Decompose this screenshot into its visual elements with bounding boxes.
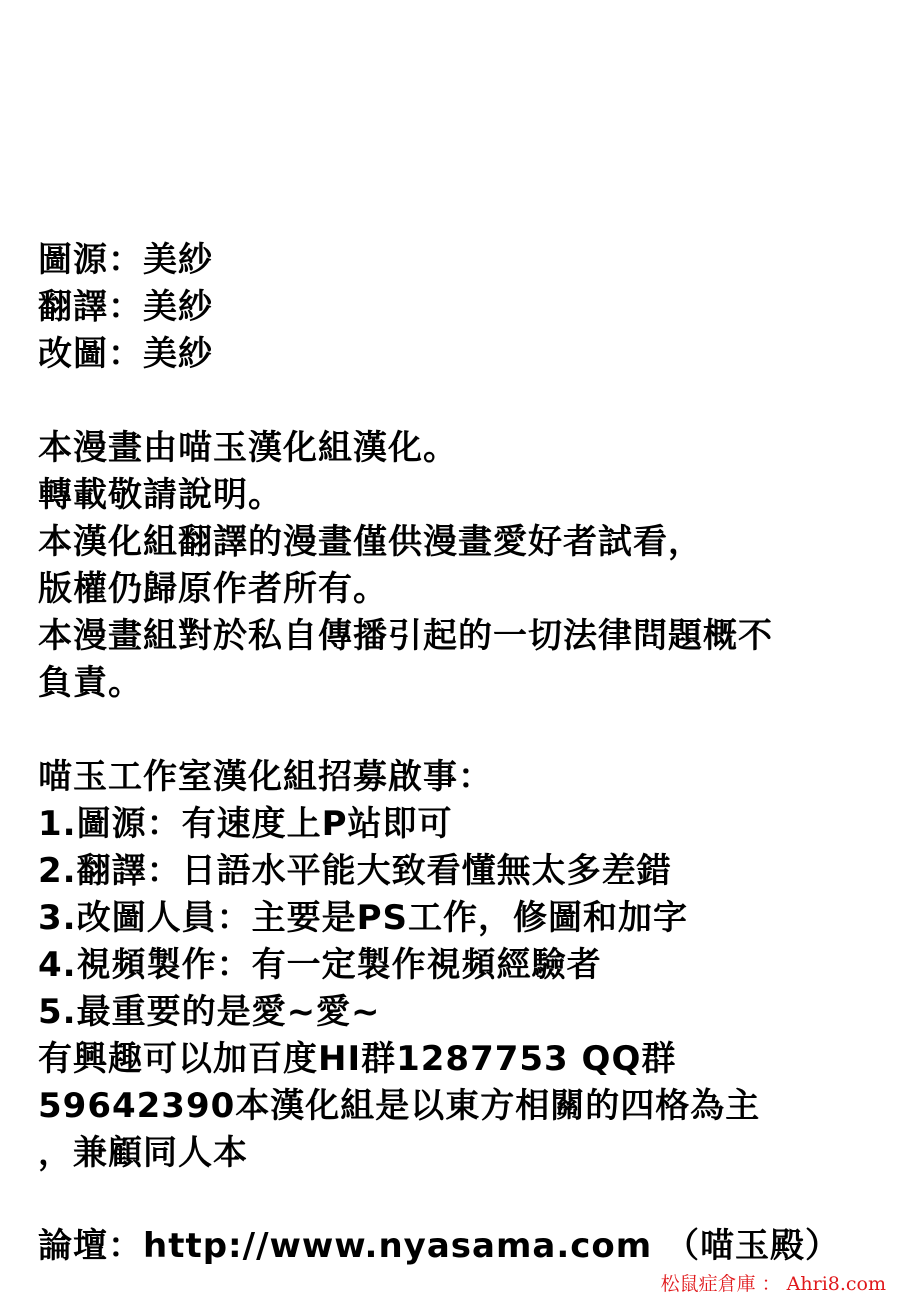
credit-source: 圖源：美紗: [38, 240, 213, 280]
recruit-line: 有興趣可以加百度HI群1287753 QQ群: [38, 1039, 677, 1079]
notice-line: 版權仍歸原作者所有。: [38, 569, 388, 609]
notice-line: 負責。: [38, 663, 143, 703]
credit-translation: 翻譯：美紗: [38, 287, 213, 327]
notice-line: 本漫畫由喵玉漢化組漢化。: [38, 428, 458, 468]
forum-link: 論壇：http://www.nyasama.com （喵玉殿）: [38, 1226, 841, 1266]
credit-editing: 改圖：美紗: [38, 334, 213, 374]
recruit-line: 3.改圖人員：主要是PS工作，修圖和加字: [38, 898, 688, 938]
recruit-line: 4.視頻製作：有一定製作視頻經驗者: [38, 945, 602, 985]
recruit-line: 5.最重要的是愛~愛~: [38, 992, 381, 1032]
notice-line: 本漢化組翻譯的漫畫僅供漫畫愛好者試看，: [38, 522, 703, 562]
recruit-line: 1.圖源：有速度上P站即可: [38, 804, 453, 844]
notice-line: 轉載敬請說明。: [38, 475, 283, 515]
notice-line: 本漫畫組對於私自傳播引起的一切法律問題概不: [38, 616, 773, 656]
watermark-text: 松鼠症倉庫 ： Ahri8.com: [660, 1273, 886, 1295]
recruit-line: 59642390本漢化組是以東方相關的四格為主: [38, 1086, 761, 1126]
recruit-line: 2.翻譯：日語水平能大致看懂無太多差錯: [38, 851, 672, 891]
recruit-line: ，兼顧同人本: [38, 1133, 248, 1173]
recruit-heading: 喵玉工作室漢化組招募啟事：: [38, 757, 493, 797]
